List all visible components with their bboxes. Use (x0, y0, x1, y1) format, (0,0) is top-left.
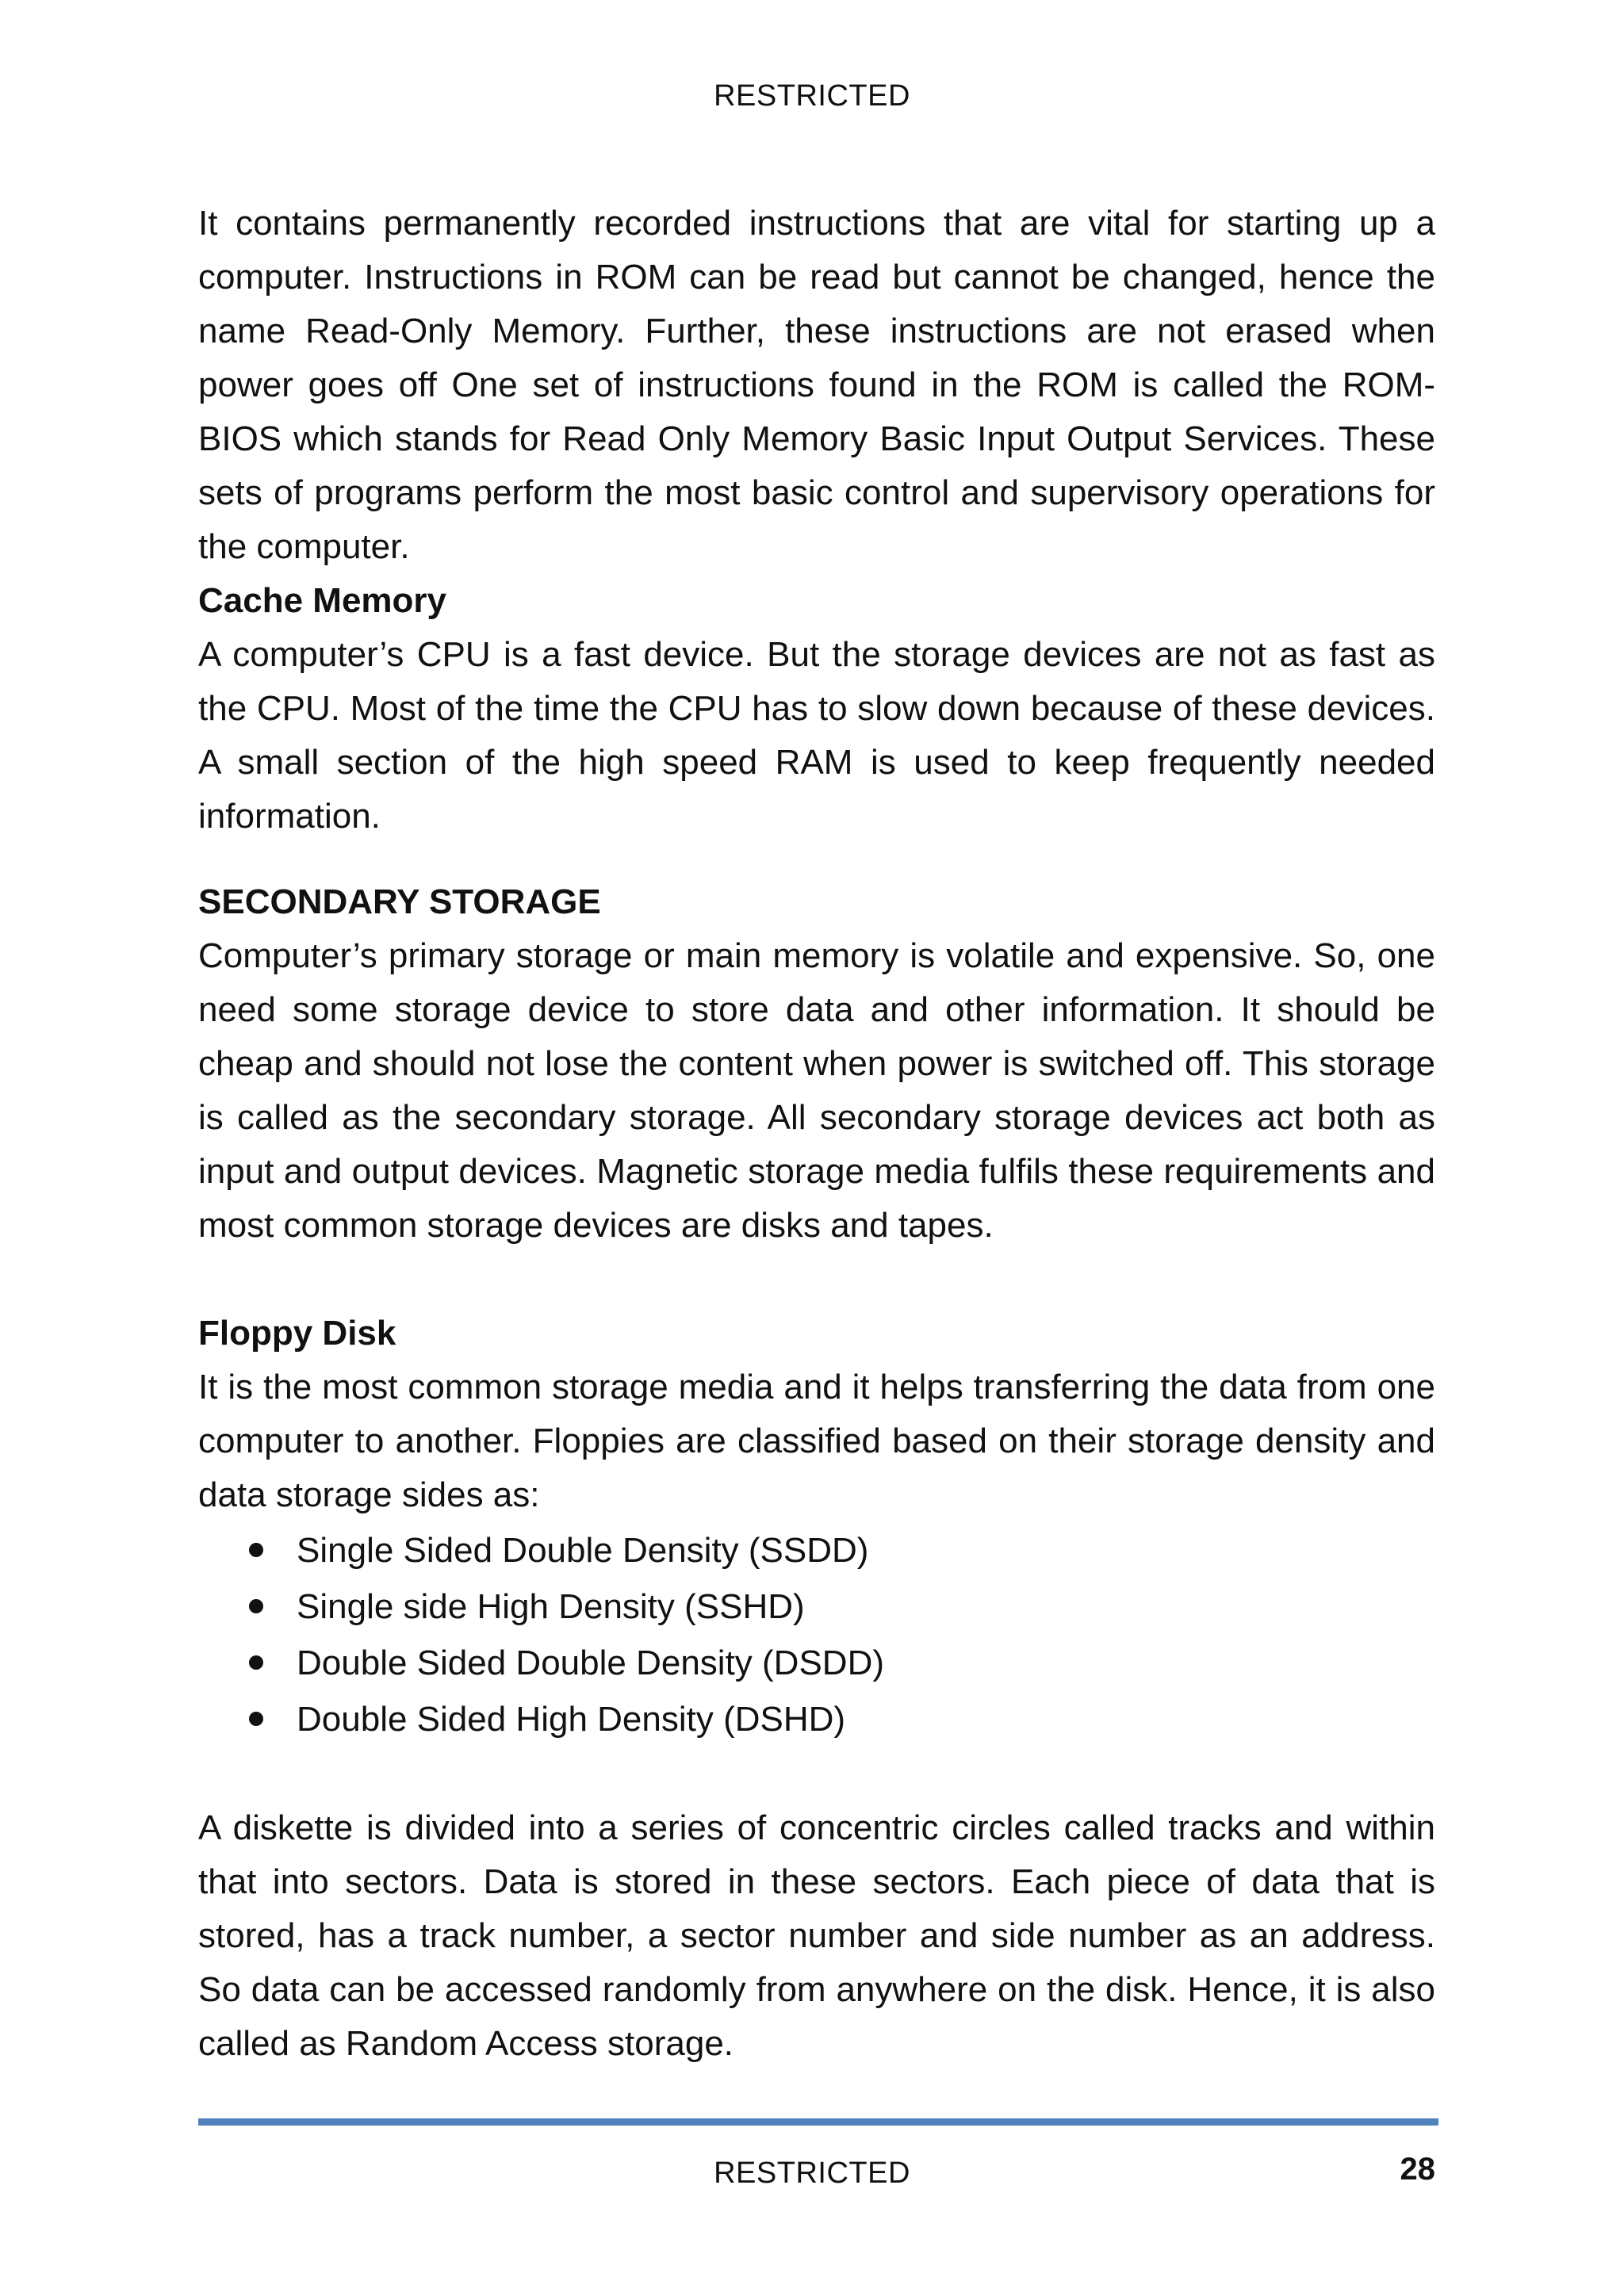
section-spacer (198, 1253, 1435, 1307)
secondary-storage-paragraph: Computer’s primary storage or main memory is volatile and expensive. So, one need some storage device to store data and other information. It should be cheap and should not lose the content when power is switched off. This storage is called as the secondary storage. All secondary storage devices act both as input and output devices. Magnetic storage media fulfils these requirements and most common storage devices are disks and tapes. (198, 936, 1435, 1245)
diskette-paragraph: A diskette is divided into a series of concentric circles called tracks and within that into sectors. Data is stored in these sectors. Each piece of data that is stored, has a track number, a sector number and side number as an address. So data can be accessed randomly from anywhere on the disk. Hence, it is also called as Random Access storage. (198, 1808, 1435, 2063)
secondary-storage-heading: SECONDARY STORAGE (198, 882, 601, 921)
cache-memory-paragraph: A computer’s CPU is a fast device. But the storage devices are not as fast as the CPU. Most of the time the CPU has to slow down because of these devices. A small section of the high speed RAM is used to keep frequently needed information. (198, 635, 1435, 836)
bullet-icon (249, 1543, 263, 1557)
footer-rule (198, 2118, 1438, 2126)
list-item-text: Single side High Density (SSHD) (297, 1587, 805, 1626)
bullet-icon (249, 1655, 263, 1670)
page-header: RESTRICTED (714, 79, 910, 113)
list-item-text: Single Sided Double Density (SSDD) (297, 1531, 869, 1570)
list-item (198, 1691, 1435, 1747)
bullet-icon (249, 1712, 263, 1726)
cache-memory-heading: Cache Memory (198, 581, 447, 620)
list-item-text: Double Sided High Density (DSHD) (297, 1700, 846, 1739)
list-item-text: Double Sided Double Density (DSDD) (297, 1644, 884, 1682)
floppy-disk-paragraph: It is the most common storage media and it helps transferring the data from one computer to another. Floppies are classified based on their storage density and data storage sides as: (198, 1368, 1435, 1514)
page-content (198, 197, 1435, 2071)
bullet-icon (249, 1599, 263, 1613)
floppy-disk-heading: Floppy Disk (198, 1314, 396, 1353)
list-item (198, 1578, 1435, 1635)
rom-paragraph: It contains permanently recorded instructions that are vital for starting up a computer. Instructions in ROM can be read but cannot be changed, hence the name Read-Only Memory. Further, these instructions are not erased when power goes off One set of instructions found in the ROM is called the ROM-BIOS which stands for Read Only Memory Basic Input Output Services. These sets of programs perform the most basic control and supervisory operations for the computer. (198, 204, 1435, 566)
list-item (198, 1522, 1435, 1578)
page-number: 28 (1400, 2152, 1435, 2187)
list-item (198, 1635, 1435, 1691)
page-footer: RESTRICTED (714, 2156, 910, 2190)
floppy-types-list (198, 1522, 1435, 1747)
section-spacer (198, 844, 1435, 875)
section-spacer (198, 1747, 1435, 1801)
